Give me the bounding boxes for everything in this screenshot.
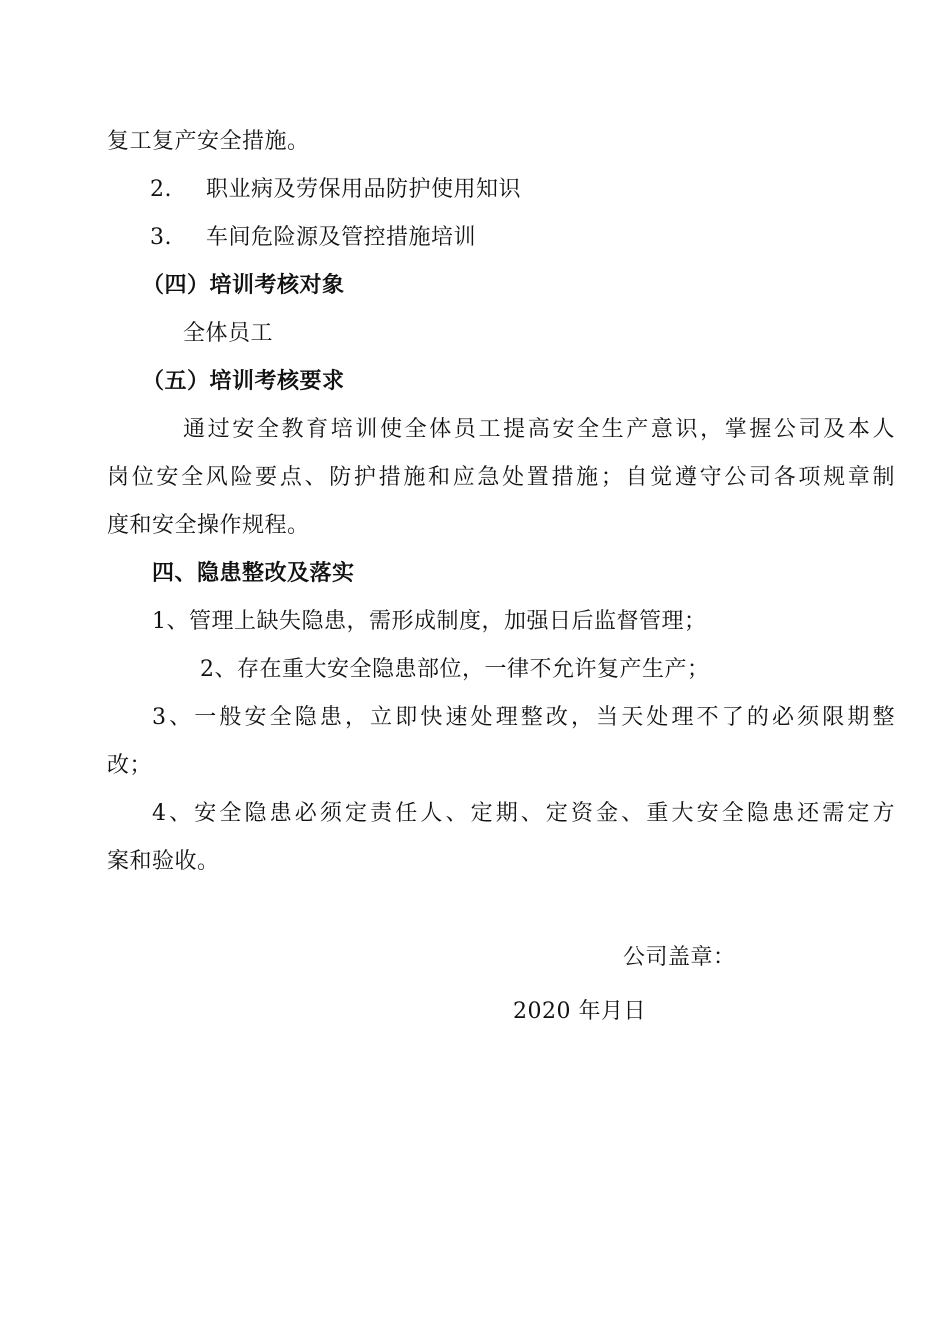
list-item-text: 车间危险源及管控措施培训 — [206, 225, 477, 250]
paragraph-continuation: 复工复产安全措施。 — [107, 129, 310, 154]
list-item-number: 3. — [150, 225, 172, 250]
rectification-item: 2、存在重大安全隐患部位，一律不允许复产生产； — [200, 657, 710, 682]
section-body-training-targets: 全体员工 — [183, 321, 274, 346]
company-seal-label: 公司盖章： — [623, 945, 736, 970]
rectification-item-continuation: 改； — [107, 753, 153, 778]
list-item — [150, 223, 476, 253]
list-item — [150, 175, 521, 205]
requirements-line: 通过安全教育培训使全体员工提高安全生产意识，掌握公司及本人 — [183, 417, 895, 442]
list-item-text: 职业病及劳保用品防护使用知识 — [206, 177, 522, 202]
part-heading-hazard-rectification: 四、隐患整改及落实 — [152, 561, 355, 586]
rectification-item-continuation: 案和验收。 — [107, 849, 220, 874]
rectification-item: 1、管理上缺失隐患，需形成制度，加强日后监督管理； — [152, 609, 707, 634]
list-item-number: 2. — [150, 177, 172, 202]
section-heading-training-requirements: （五）培训考核要求 — [142, 369, 345, 394]
rectification-item: 4、安全隐患必须定责任人、定期、定资金、重大安全隐患还需定方 — [152, 801, 895, 826]
requirements-line: 岗位安全风险要点、防护措施和应急处置措施；自觉遵守公司各项规章制 — [107, 465, 895, 490]
rectification-item: 3、一般安全隐患，立即快速处理整改，当天处理不了的必须限期整 — [152, 705, 895, 730]
signature-date: 2020 年月日 — [513, 999, 646, 1024]
requirements-line: 度和安全操作规程。 — [107, 513, 310, 538]
section-heading-training-targets: （四）培训考核对象 — [142, 273, 345, 298]
